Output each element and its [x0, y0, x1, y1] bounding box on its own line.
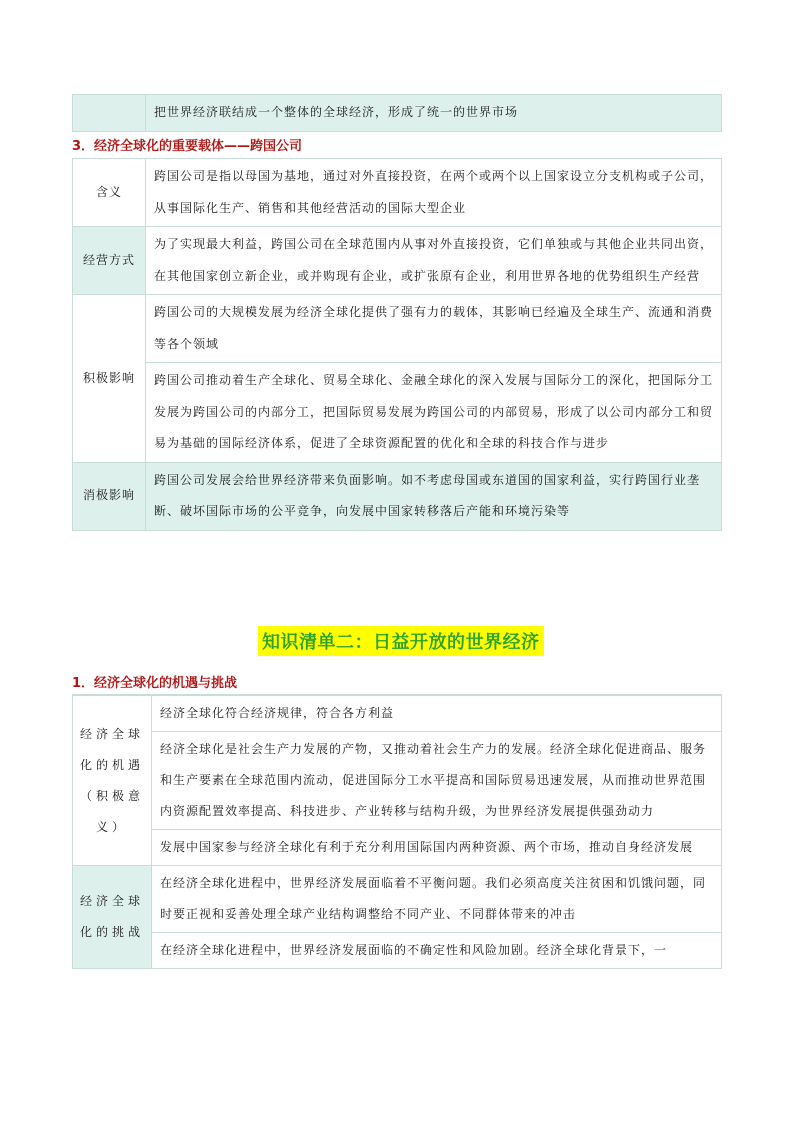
table-row	[73, 830, 722, 866]
row-text: 在经济全球化进程中，世界经济发展面临的不确定性和风险加剧。经济全球化背景下，一	[152, 933, 722, 969]
row-label: 经营方式	[73, 227, 146, 295]
section3-table	[72, 158, 722, 531]
table-row	[73, 95, 722, 132]
row-text: 跨国公司推动着生产全球化、贸易全球化、金融全球化的深入发展与国际分工的深化，把国际分工发展为跨国公司的内部分工，把国际贸易发展为跨国公司的内部贸易，形成了以公司内部分工和贸易为基础的国际经济体系，促进了全球资源配置的优化和全球的科技合作与进步	[146, 363, 722, 463]
row-text: 为了实现最大利益，跨国公司在全球范围内从事对外直接投资，它们单独或与其他企业共同出资，在其他国家创立新企业，或并购现有企业，或扩张原有企业，利用世界各地的优势组织生产经营	[146, 227, 722, 295]
table-row	[73, 462, 722, 530]
section1-table	[72, 695, 722, 969]
table-row	[73, 732, 722, 830]
row-text: 经济全球化符合经济规律，符合各方利益	[152, 696, 722, 732]
table-row	[73, 696, 722, 732]
table-row	[73, 363, 722, 463]
table-row	[73, 866, 722, 933]
table-row	[73, 159, 722, 227]
table-row	[73, 933, 722, 969]
row-text: 发展中国家参与经济全球化有利于充分利用国际国内两种资源、两个市场，推动自身经济发展	[152, 830, 722, 866]
row-text: 在经济全球化进程中，世界经济发展面临着不平衡问题。我们必须高度关注贫困和饥饿问题，同时要正视和妥善处理全球产业结构调整给不同产业、不同群体带来的冲击	[152, 866, 722, 933]
row-text: 经济全球化是社会生产力发展的产物，又推动着社会生产力的发展。经济全球化促进商品、服务和生产要素在全球范围内流动，促进国际分工水平提高和国际贸易迅速发展，从而推动世界范围内资源配置效率提高、科技进步、产业转移与结构升级，为世界经济发展提供强劲动力	[152, 732, 722, 830]
row-text: 跨国公司发展会给世界经济带来负面影响。如不考虑母国或东道国的国家利益，实行跨国行业垄断、破坏国际市场的公平竞争，向发展中国家转移落后产能和环境污染等	[146, 462, 722, 530]
row-text: 跨国公司的大规模发展为经济全球化提供了强有力的载体，其影响已经遍及全球生产、流通和消费等各个领域	[146, 295, 722, 363]
empty-label-cell	[73, 95, 146, 132]
row-text: 跨国公司是指以母国为基地，通过对外直接投资，在两个或两个以上国家设立分支机构或子公司，从事国际化生产、销售和其他经营活动的国际大型企业	[146, 159, 722, 227]
table-row	[73, 295, 722, 363]
table-row	[73, 227, 722, 295]
row-text: 把世界经济联结成一个整体的全球经济，形成了统一的世界市场	[146, 95, 722, 132]
row-label: 经济全球化的机遇（积极意义）	[73, 696, 152, 866]
row-label: 消极影响	[73, 462, 146, 530]
row-label: 含义	[73, 159, 146, 227]
row-label: 积极影响	[73, 295, 146, 463]
section-title: 知识清单二：日益开放的世界经济	[258, 626, 544, 656]
section-heading-1: 1．经济全球化的机遇与挑战	[72, 676, 238, 691]
top-table	[72, 94, 722, 132]
row-label: 经济全球化的挑战	[73, 866, 152, 969]
section-heading-3: 3．经济全球化的重要载体——跨国公司	[72, 139, 303, 154]
